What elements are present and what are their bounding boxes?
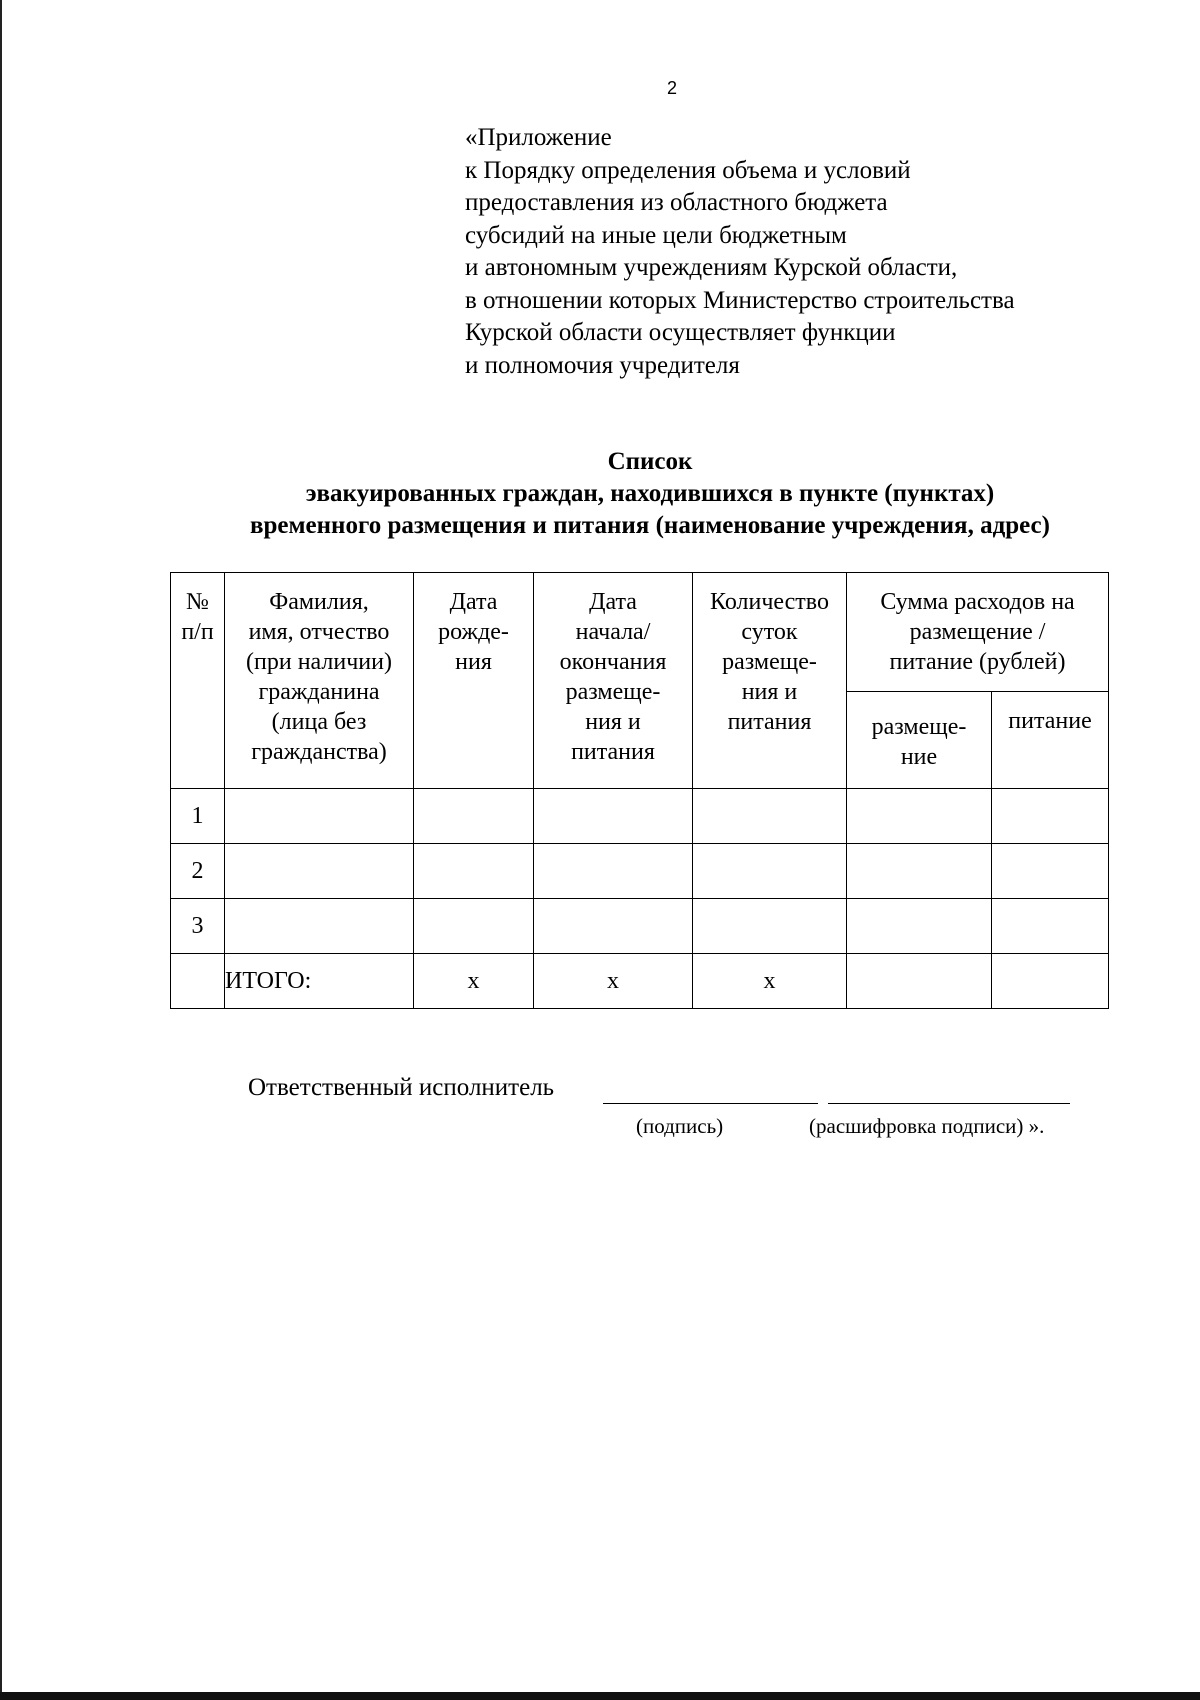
appendix-line: субсидий на иные цели бюджетным: [465, 221, 847, 249]
cell-lodging: [847, 844, 992, 899]
total-food: [992, 954, 1109, 1009]
appendix-block: [465, 122, 1015, 382]
header-expenses-sum: Сумма расходов на размещение / питание (рублей): [847, 573, 1109, 692]
cell-birth: [414, 844, 534, 899]
cell-birth: [414, 789, 534, 844]
cell-num: 3: [171, 899, 225, 954]
appendix-line: и автономным учреждениям Курской области,: [465, 254, 958, 281]
total-lodging: [847, 954, 992, 1009]
cell-food: [992, 789, 1109, 844]
cell-num: 1: [171, 789, 225, 844]
signature-label: Ответственный исполнитель: [248, 1074, 555, 1101]
cell-days: [693, 899, 847, 954]
appendix-line: и полномочия учредителя: [465, 351, 740, 379]
header-lodging: размеще- ние: [847, 692, 992, 789]
cell-days: [693, 789, 847, 844]
title-line-1: Список: [607, 448, 693, 475]
cell-dates: [534, 789, 693, 844]
cell-food: [992, 899, 1109, 954]
signature-block: [248, 1074, 1148, 1138]
cell-lodging: [847, 789, 992, 844]
appendix-line: к Порядку определения объема и условий: [465, 156, 911, 184]
table-row: [171, 789, 1109, 844]
cell-days: [693, 844, 847, 899]
total-label: ИТОГО:: [225, 954, 414, 1009]
header-full-name: Фамилия, имя, отчество (при наличии) гражданина (лица без гражданства): [225, 573, 414, 789]
cell-food: [992, 844, 1109, 899]
cell-dates: [534, 899, 693, 954]
header-start-end-date: Дата начала/ окончания размеще- ния и питания: [534, 573, 693, 789]
appendix-line: в отношении которых Министерство строительства: [465, 286, 1015, 314]
table-row: [171, 899, 1109, 954]
cell-name: [225, 789, 414, 844]
header-birth-date: Дата рожде- ния: [414, 573, 534, 789]
table-row: [171, 844, 1109, 899]
signature-decoding-caption: (расшифровка подписи) ».: [809, 1114, 1045, 1138]
header-num: № п/п: [171, 573, 225, 789]
scan-edge-bottom: [0, 1692, 1200, 1700]
page-number: 2: [666, 78, 677, 98]
header-days-count: Количество суток размеще- ния и питания: [693, 573, 847, 789]
signature-caption: (подпись): [636, 1114, 724, 1138]
table-header-row: [171, 573, 1109, 692]
appendix-line: Курской области осуществляет функции: [465, 319, 896, 346]
cell-birth: [414, 899, 534, 954]
signature-line: [603, 1103, 818, 1104]
appendix-line: «Приложение: [465, 124, 612, 151]
evacuees-table: [170, 572, 1109, 1009]
table-total-row: [171, 954, 1109, 1009]
total-dates: х: [534, 954, 693, 1009]
total-birth: х: [414, 954, 534, 1009]
total-days: х: [693, 954, 847, 1009]
appendix-line: предоставления из областного бюджета: [465, 189, 888, 216]
cell-num: 2: [171, 844, 225, 899]
signature-decoding-line: [828, 1103, 1070, 1104]
scan-edge-left: [0, 0, 2, 1700]
header-food: питание: [992, 692, 1109, 789]
title-line-3: временного размещения и питания (наименование учреждения, адрес): [250, 512, 1050, 539]
cell-lodging: [847, 899, 992, 954]
total-num: [171, 954, 225, 1009]
title-line-2: эвакуированных граждан, находившихся в пункте (пунктах): [305, 480, 995, 507]
cell-dates: [534, 844, 693, 899]
document-title: [150, 446, 1150, 542]
cell-name: [225, 844, 414, 899]
cell-name: [225, 899, 414, 954]
